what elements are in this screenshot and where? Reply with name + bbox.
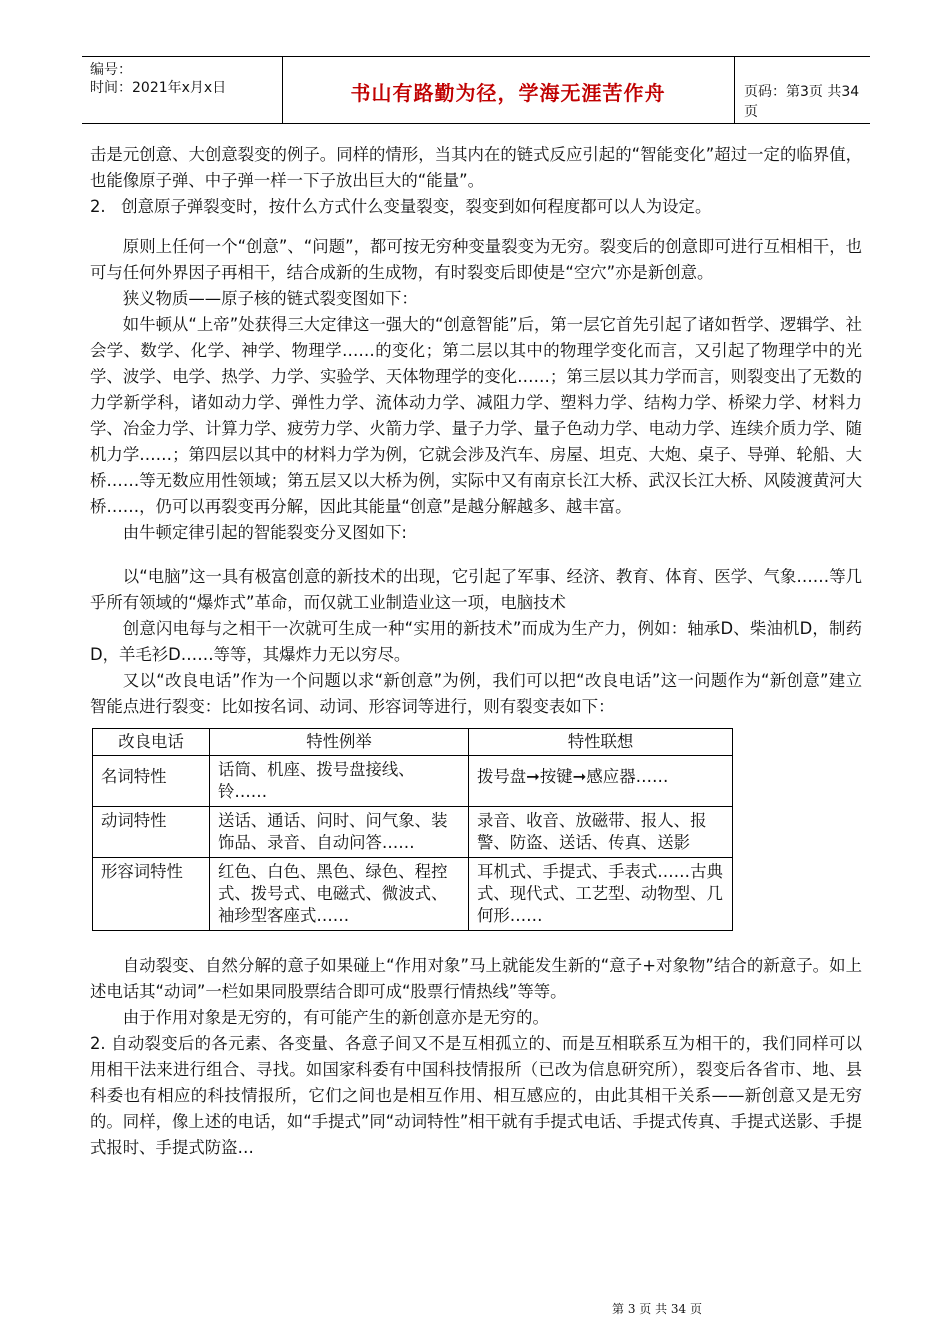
paragraph: 狭义物质——原子核的链式裂变图如下： — [122, 289, 418, 308]
table-header-cell: 特性例举 — [210, 729, 469, 756]
table-cell: 话筒、机座、拨号盘接线、铃…… — [210, 756, 469, 807]
table-cell: 耳机式、手提式、手表式……古典式、现代式、工艺型、动物型、几何形…… — [469, 858, 733, 931]
paragraph: 原则上任何一个“创意”、“问题”，都可按无穷种变量裂变为无穷。裂变后的创意即可进行互相相干，也可与任何外界因子再相干，结合成新的生成物，有时裂变后即使是“空穴”亦是新创意。 — [90, 237, 862, 282]
table-header-cell: 特性联想 — [469, 729, 733, 756]
table-row — [93, 756, 733, 807]
paragraph: 自动裂变、自然分解的意子如果碰上“作用对象”马上就能发生新的“意子+对象物”结合的新意子。如上述电话其“动词”一栏如果同股票结合即可成“股票行情热线”等等。 — [90, 956, 862, 1001]
paragraph: 由牛顿定律引起的智能裂变分叉图如下: — [122, 523, 407, 542]
table-header-row — [93, 729, 733, 756]
table-cell: 动词特性 — [93, 807, 210, 858]
paragraph: 创意闪电每与之相干一次就可生成一种“实用的新技术”而成为生产力，例如：轴承D、柴油机D，制药D，羊毛衫D……等等，其爆炸力无以穷尽。 — [90, 619, 862, 664]
paragraph: 由于作用对象是无穷的，有可能产生的新创意亦是无穷的。 — [122, 1008, 549, 1027]
table-cell: 录音、收音、放磁带、报人、报警、防盗、送话、传真、送影 — [469, 807, 733, 858]
header-divider — [734, 57, 735, 123]
paragraph: 如牛顿从“上帝”处获得三大定律这一强大的“创意智能”后，第一层它首先引起了诸如哲学、逻辑学、社会学、数学、化学、神学、物理学……的变化；第二层以其中的物理学变化而言，又引起了物理学中的光学、波学、电学、热学、力学、实验学、天体物理学的变化……；第三层以其力学而言，则裂变出了无数的力学新学科，诸如动力学、弹性力学、流体动力学、减阻力学、塑料力学、结构力学、桥梁力学、材料力学、冶金力学、计算力学、疲劳力学、火箭力学、量子力学、量子色动力学、电动力学、连续介质力学、随机力学……；第四层以其中的材料力学为例，它就会涉及汽车、房屋、坦克、大炮、桌子、导弹、轮船、大桥……等无数应用性领域；第五层又以大桥为例，实际中又有南京长江大桥、武汉长江大桥、风陵渡黄河大桥……，仍可以再裂变再分解，因此其能量“创意”是越分解越多、越丰富。 — [90, 315, 862, 516]
table-row — [93, 807, 733, 858]
table-header-cell: 改良电话 — [93, 729, 210, 756]
code-label: 编号： — [90, 62, 132, 78]
paragraph: 以“电脑”这一具有极富创意的新技术的出现，它引起了军事、经济、教育、体育、医学、气象……等几乎所有领域的“爆炸式”革命，而仅就工业制造业这一项，电脑技术 — [90, 567, 862, 612]
table-cell: 形容词特性 — [93, 858, 210, 931]
table-cell: 名词特性 — [93, 756, 210, 807]
header-meta — [90, 61, 226, 97]
page-header — [82, 56, 870, 124]
document-body — [90, 142, 862, 1161]
phone-improvement-table — [92, 728, 733, 931]
header-page-info: 页码：第3页 共34页 — [744, 84, 860, 120]
table-cell: 拨号盘➞按键➞感应器…… — [469, 756, 733, 807]
paragraph: 击是元创意、大创意裂变的例子。同样的情形，当其内在的链式反应引起的“智能变化”超过一定的临界值，也能像原子弹、中子弹一样一下子放出巨大的“能量”。 — [90, 145, 862, 190]
page-footer: 第 3 页 共 34 页 — [612, 1302, 702, 1316]
numbered-paragraph: 2. 创意原子弹裂变时，按什么方式什么变量裂变，裂变到如何程度都可以人为设定。 — [90, 197, 712, 216]
numbered-paragraph: 2. 自动裂变后的各元素、各变量、各意子间又不是互相孤立的、而是互相联系互为相干的，我们同样可以用相干法来进行组合、寻找。如国家科委有中国科技情报所（已改为信息研究所），裂变后各省市、地、县科委也有相应的科技情报所，它们之间也是相互作用、相互感应的，由此其相干关系——新创意又是无穷的。同样，像上述的电话，如“手提式”同“动词特性”相干就有手提式电话、手提式传真、手提式送影、手提式报时、手提式防盗… — [90, 1034, 862, 1157]
paragraph: 又以“改良电话”作为一个问题以求“新创意”为例，我们可以把“改良电话”这一问题作为“新创意”建立智能点进行裂变：比如按名词、动词、形容词等进行，则有裂变表如下： — [90, 671, 862, 716]
table-cell: 送话、通话、问时、问气象、装饰品、录音、自动问答…… — [210, 807, 469, 858]
header-motto: 书山有路勤为径，学海无涯苦作舟 — [350, 81, 666, 105]
table-cell: 红色、白色、黑色、绿色、程控式、拨号式、电磁式、微波式、袖珍型客座式…… — [210, 858, 469, 931]
table-row — [93, 858, 733, 931]
time-label: 时间：2021年x月x日 — [90, 80, 227, 96]
